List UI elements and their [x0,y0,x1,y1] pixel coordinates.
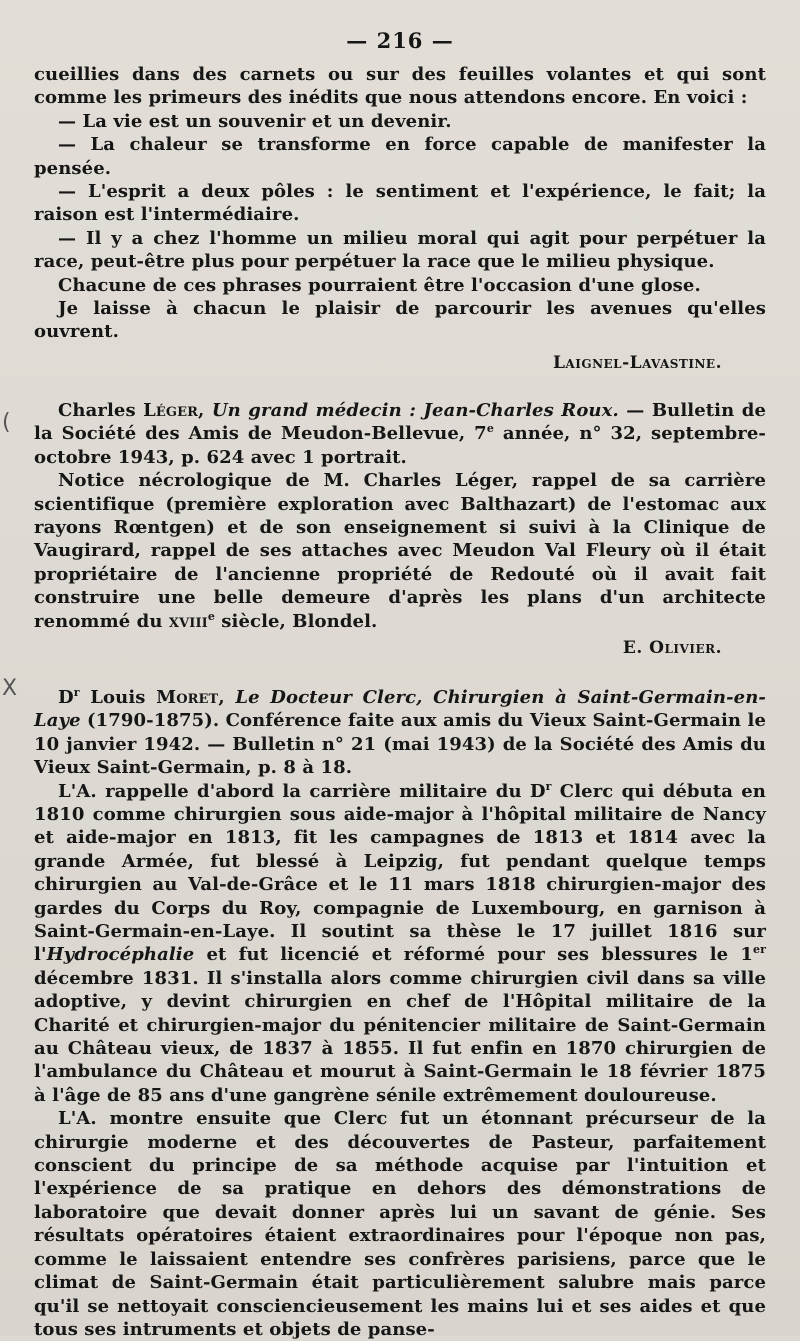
work-title: Le Docteur Clerc, Chirurgien à Saint-Germain-en-Laye [34,686,766,732]
paragraph [34,780,766,1108]
page-number: — 216 — [346,28,454,53]
superscript: e [207,609,215,623]
paragraph: Je laisse à chacun le plaisir de parcourir les avenues qu'elles ouvrent. [34,298,766,343]
quote-line: — L'esprit a deux pôles : le sentiment et l'expérience, le fait; la raison est l'intermédiaire. [34,181,766,226]
margin-cross-mark: X [2,676,18,701]
review-leger [34,399,766,660]
text-run: siècle, Blondel. [214,610,378,632]
margin-bracket-mark: ( [2,410,11,435]
text-run: et fut licencié et réformé pour ses blessures le 1 [194,944,753,966]
paragraph: Chacune de ces phrases pourraient être l'occasion d'une glose. [58,274,701,296]
signature: E. Olivier. [622,637,722,658]
author-last: Moret [156,686,219,708]
quote-line: — La chaleur se transforme en force capable de manifester la pensée. [34,134,766,179]
italic-term: Hydrocéphalie [46,944,195,966]
paragraph: cueillies dans des carnets ou sur des feuilles volantes et qui sont comme les primeurs des inédits que nous attendons encore. En voici : [34,64,766,109]
section-gap [34,660,766,686]
quote-line: — Il y a chez l'homme un milieu moral qui agit pour perpétuer la race, peut-être plus pour perpétuer la race que le milieu physique. [34,227,766,273]
work-title: Un grand médecin : Jean-Charles Roux. [211,399,619,421]
title-prefix: D [58,686,74,708]
citation: année, n° 32, septembre-octobre 1943, p. 624 avec 1 portrait. [34,423,766,468]
review-laignel [34,63,766,375]
superscript: e [486,422,494,436]
author-last: Léger [143,399,199,421]
author-first: Charles [58,399,144,421]
bibliographic-entry [34,686,766,780]
citation: (1790-1875). Conférence faite aux amis du Vieux Saint-Germain le 10 janvier 1942. — Bulletin n° 21 (mai 1943) de la Société des Amis du Vieux Saint-Germain, p. 8 à 18. [34,710,766,779]
section-gap [34,375,766,399]
author-first: Louis [79,686,157,708]
quote-line: — La vie est un souvenir et un devenir. [58,110,452,132]
review-moret [34,686,766,1341]
superscript: er [753,943,766,957]
superscript: r [73,685,80,699]
text-run: décembre 1831. Il s'installa alors comme chirurgien civil dans sa ville adoptive, y devint chirurgien en chef de l'Hôpital militaire de la Charité et chirurgien-major du pénitencier militaire de Saint-Germain au Château vieux, de 1837 à 1855. Il fut enfin en 1870 chirurgien de l'ambulance du Château et mourut à Saint-Germain le 18 février 1875 à l'âge de 85 ans d'une gangrène sénile extrêmement douloureuse. [34,967,766,1106]
signature: Laignel-Lavastine. [552,352,722,373]
paragraph: L'A. montre ensuite que Clerc fut un étonnant précurseur de la chirurgie moderne et des découvertes de Pasteur, parfaitement conscient du principe de sa méthode acquise par l'intuition et l'expérience de sa pratique en dehors des démonstrations de laboratoire que devait donner après lui un savant de génie. Ses résultats opératoires étaient extraordinaires pour l'époque non pas, comme le laissaient entendre ses confrères parisiens, parce que le climat de Saint-Germain était particulièrement salubre mais parce qu'il se nettoyait consciencieusement les mains lui et ses aides et que tous ses intruments et objets de panse- [34,1108,766,1340]
text-run: Notice nécrologique de M. Charles Léger, rappel de sa carrière scientifique (première exploration avec Balthazart) de l'estomac aux rayons Rœntgen) et de son enseignement si suivi à la Clinique de Vaugirard, rappel de ses attaches avec Meudon Val Fleury où il était propriétaire de l'ancienne propriété de Redouté où il avait fait construire une belle demeure d'après les plans d'un architecte renommé du [34,470,766,632]
text-run: Clerc qui débuta en 1810 comme chirurgien sous aide-major à l'hôpital militaire de Nancy et aide-major en 1813, fit les campagnes de 1813 et 1814 avec la grande Armée, fut blessé à Leipzig, fut pendant quelque temps chirurgien au Val-de-Grâce et le 11 mars 1818 chirurgien-major des gardes du Corps du Roy, compagnie de Luxembourg, en garnison à Saint-Germain-en-Laye. Il soutint sa thèse le 17 juillet 1816 sur l' [34,780,766,966]
separator: , [198,399,212,421]
bibliographic-entry [34,399,766,469]
century: xviii [168,610,208,632]
separator: , [218,686,236,708]
superscript: r [545,779,552,793]
paragraph [34,469,766,633]
text-run: L'A. rappelle d'abord la carrière militaire du D [58,780,546,802]
citation: — Bulletin de la Société des Amis de Meudon-Bellevue, 7 [34,399,767,445]
